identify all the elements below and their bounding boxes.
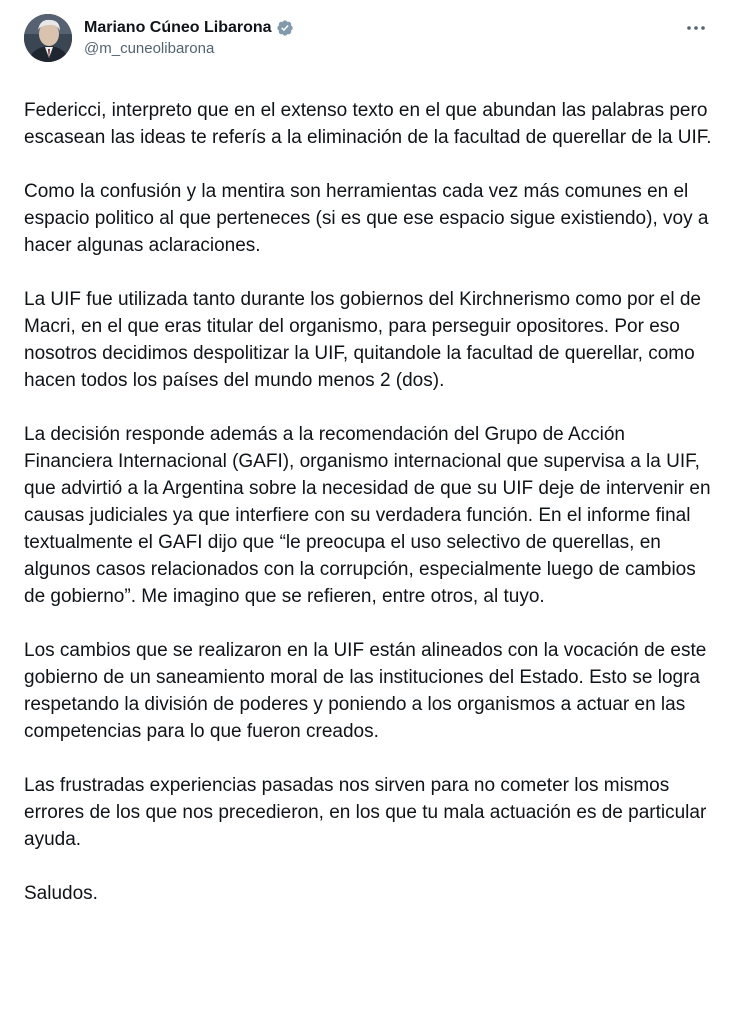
tweet-paragraph: Los cambios que se realizaron en la UIF están alineados con la vocación de este gobierno de un saneamiento moral de las instituciones del Estado. Esto se logra respetando la división de poderes y poniendo a los organismos a actuar en las competencias para lo que fueron creados. [24,640,707,742]
tweet-header [24,12,714,72]
tweet-paragraph: La decisión responde además a la recomendación del Grupo de Acción Financiera Internacional (GAFI), organismo internacional que supervisa a la UIF, que advirtió a la Argentina sobre la necesidad de que su UIF deje de intervenir en causas judiciales ya que interfiere con su verdadera función. En el informe final textualmente el GAFI dijo que “le preocupa el uso selectivo de querellas, en algunos casos relacionados con la corrupción, especialmente luego de cambios de gobierno”. Me imagino que se refieren, entre otros, al tuyo. [24,424,711,607]
tweet-paragraph: Como la confusión y la mentira son herramientas cada vez más comunes en el espacio politico al que perteneces (si es que ese espacio sigue existiendo), voy a hacer algunas aclaraciones. [24,181,709,256]
more-horizontal-icon [686,25,706,31]
avatar[interactable] [24,14,72,62]
tweet-paragraph: Federicci, interpreto que en el extenso texto en el que abundan las palabras pero escasean las ideas te referís a la eliminación de la facultad de querellar de la UIF. [24,100,712,148]
name-row [84,18,294,38]
author-handle[interactable]: @m_cuneolibarona [84,40,215,57]
verified-badge-icon[interactable] [276,19,294,37]
tweet-text [24,97,714,907]
more-options-button[interactable] [682,18,710,38]
author-display-name[interactable]: Mariano Cúneo Libarona [84,19,272,36]
author-block [84,18,294,59]
tweet-paragraph: Las frustradas experiencias pasadas nos sirven para no cometer los mismos errores de los que nos precedieron, en los que tu mala actuación es de particular ayuda. [24,775,707,850]
tweet-paragraph: Saludos. [24,883,98,904]
avatar-image [24,14,72,62]
tweet-paragraph: La UIF fue utilizada tanto durante los gobiernos del Kirchnerismo como por el de Macri, en el que eras titular del organismo, para perseguir opositores. Por eso nosotros decidimos despolitizar la UIF, quitandole la facultad de querellar, como hacen todos los países del mundo menos 2 (dos). [24,289,701,391]
